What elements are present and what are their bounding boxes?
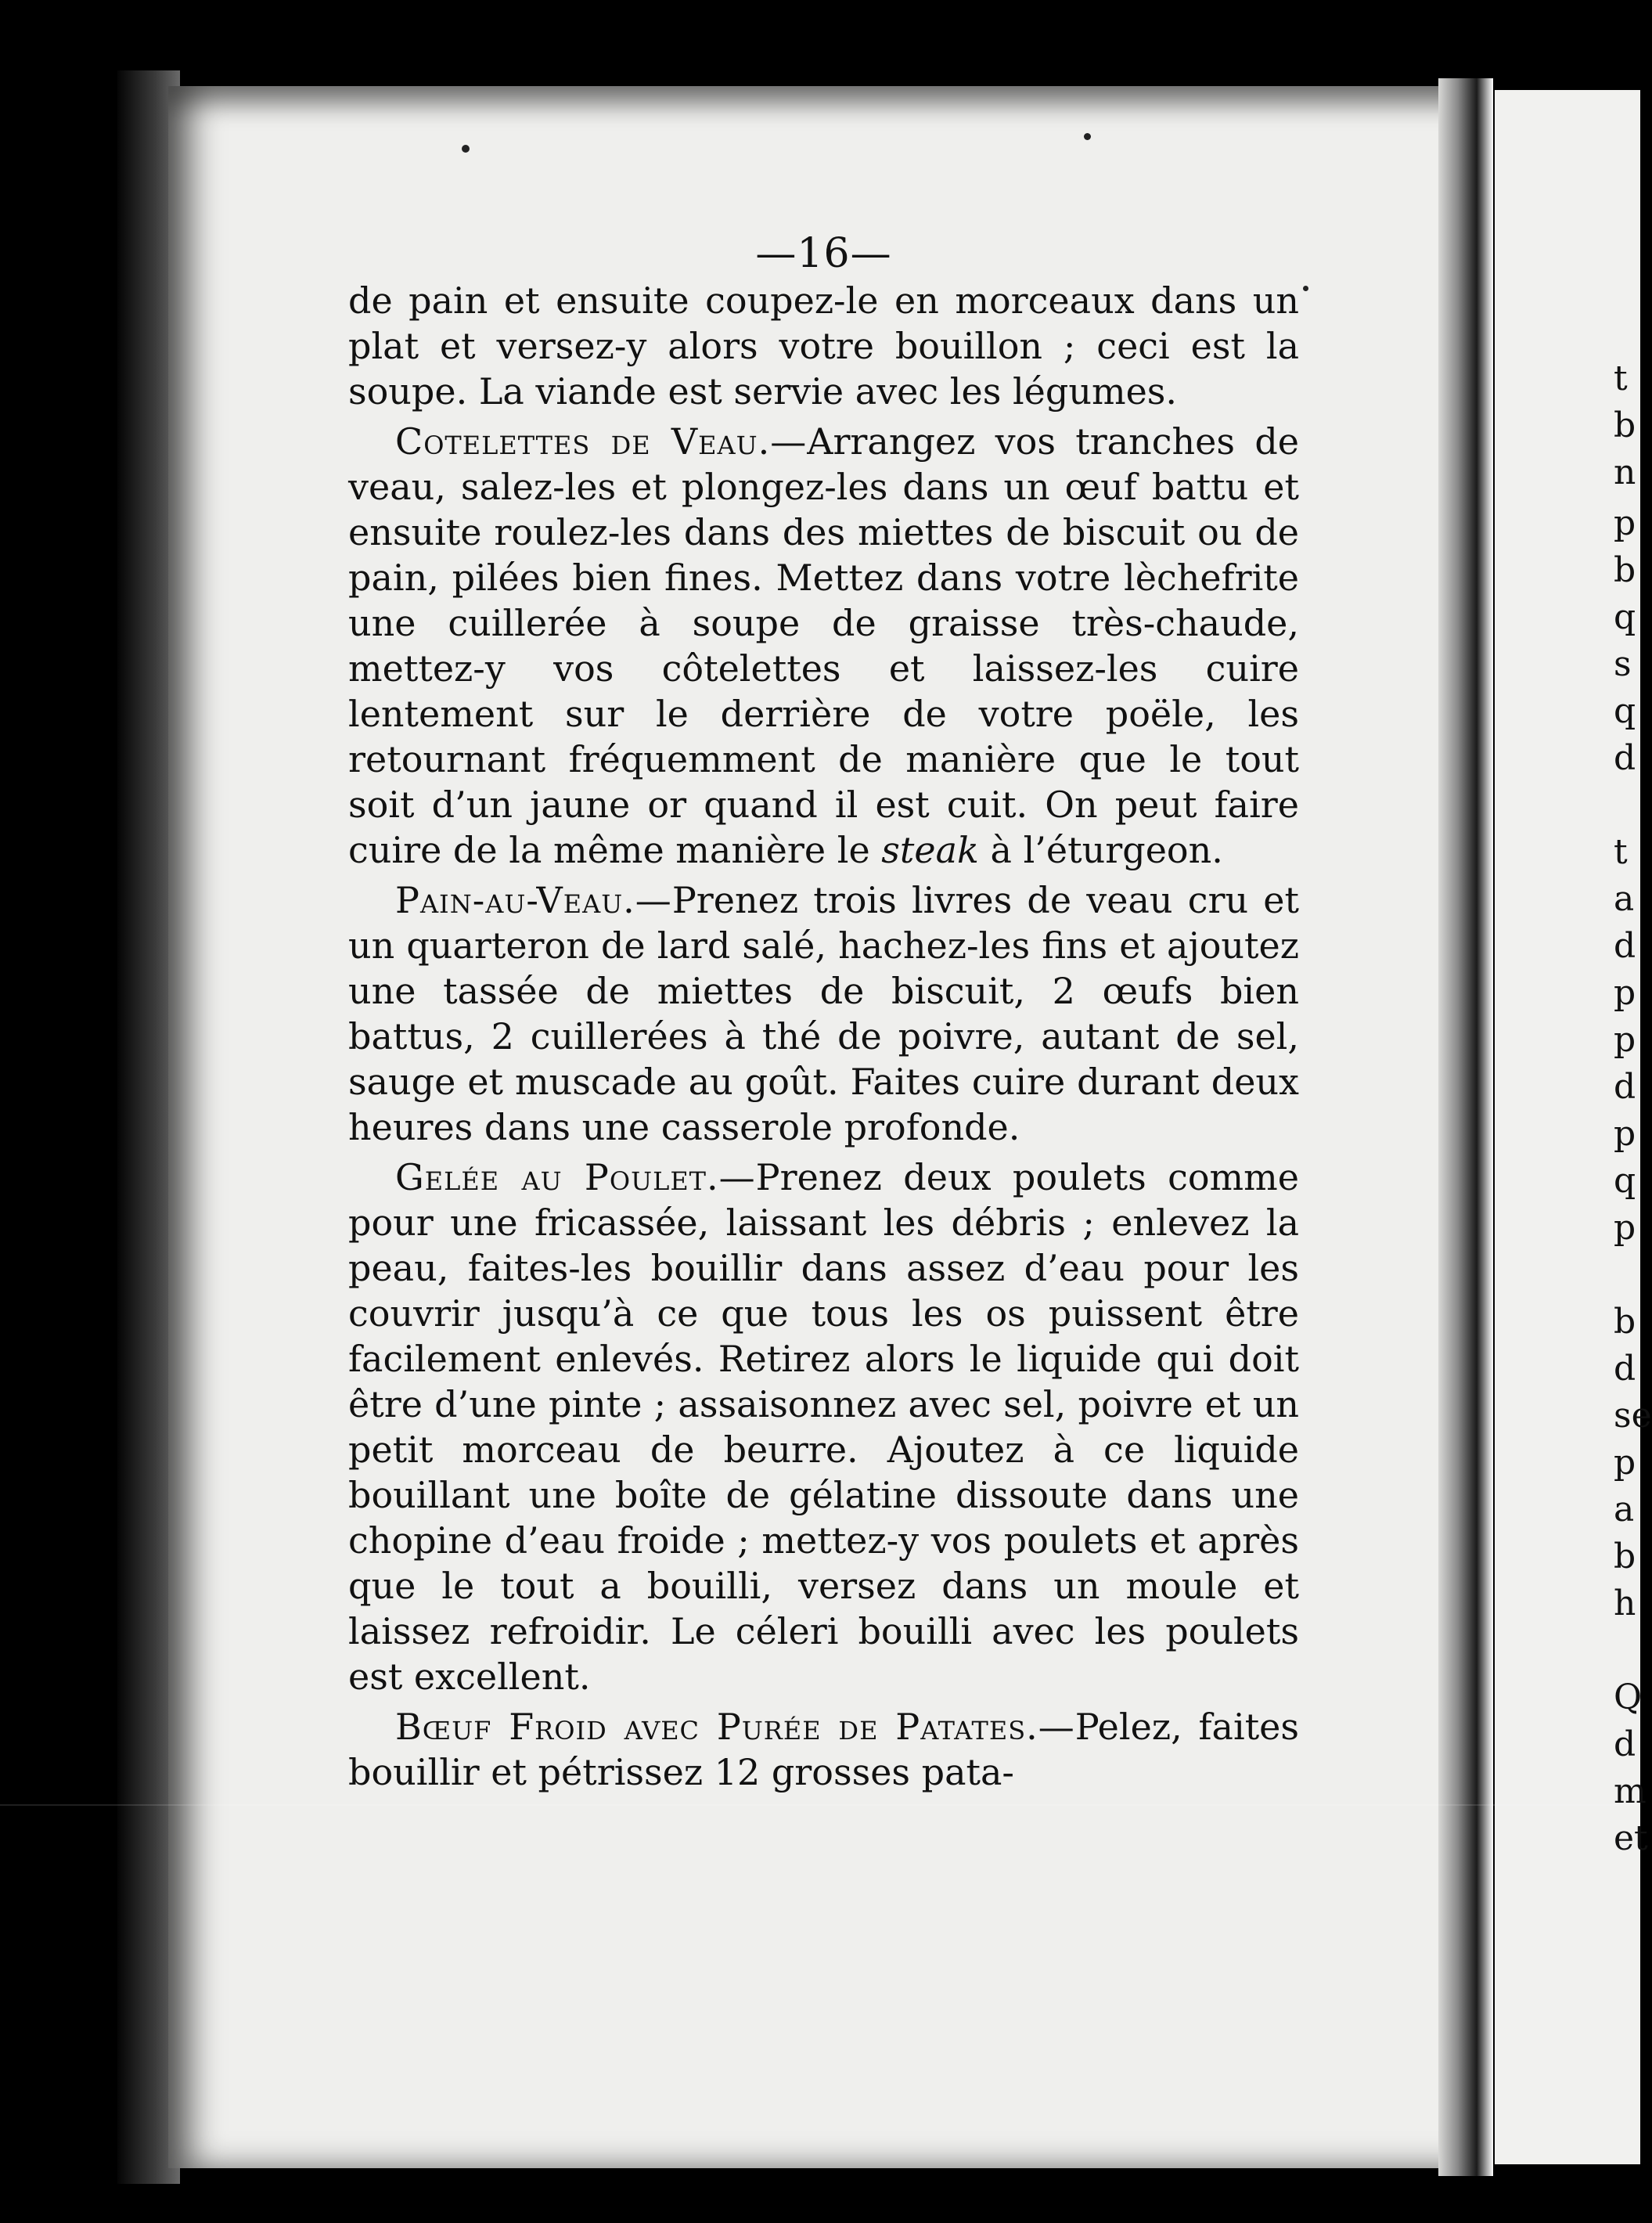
page-number: —16— [755,230,892,277]
recipe-heading: Pain-au-Veau.— [395,879,672,921]
recipe-heading: Gelée au Poulet.— [395,1156,756,1198]
right-page-fragment: p [1614,973,1636,1013]
paragraph-gelee-au-poulet [348,1155,1299,1699]
right-page-fragment: q [1614,597,1636,637]
right-page-fragment: p [1614,503,1636,543]
print-speck [462,145,470,153]
right-page-fragment: se [1614,1396,1652,1436]
right-page-fragment: d [1614,1724,1636,1764]
right-page-fragment: d [1614,926,1636,966]
paragraph-boeuf-froid [348,1704,1299,1795]
paragraph-text: Prenez deux poulets comme pour une fricassée, laissant les débris ; enlevez la peau, faites-les bouillir dans assez d’eau pour les couvrir jusqu’à ce que tous les os puissent être facilement enlevés. Retirez alors le liquide qui doit être d’une pinte ; assaisonnez avec sel, poivre et un petit morceau de beurre. Ajoutez à ce liquide bouillant une boîte de gélatine dissoute dans une chopine d’eau froide ; mettez-y vos poulets et après que le tout a bouilli, versez dans un moule et laissez refroidir. Le céleri bouilli avec les poulets est excellent. [348,1156,1299,1698]
right-page-fragment: b [1614,405,1636,445]
paragraph-cotelettes-de-veau [348,419,1299,873]
right-page-fragment: n [1614,452,1636,492]
italic-word: steak [881,829,979,871]
paragraph-text: Arrangez vos tranches de veau, salez-les et plongez-les dans un œuf battu et ensuite roulez-les dans des miettes de biscuit ou de pain, pilées bien fines. Mettez dans votre lèchefrite une cuillerée à soupe de graisse très-chaude, mettez-y vos côtelettes et laissez-les cuire lentement sur le derrière de votre poële, les retournant fréquemment de manière que le tout soit d’un jaune or quand il est cuit. On peut faire cuire de la même manière le [348,420,1299,871]
paragraph-text: Pelez, faites bouillir et pétrissez 12 grosses pata- [348,1706,1300,1793]
book-gutter [1438,78,1493,2176]
right-page-fragment: s [1614,644,1632,684]
right-page-fragment: p [1614,1020,1636,1060]
right-page-fragment: p [1614,1114,1636,1154]
right-page-fragment: a [1614,1490,1635,1529]
right-page-fragment: b [1614,1537,1636,1576]
right-page-fragment: a [1614,879,1635,919]
print-speck [1303,286,1308,291]
right-page-fragment: b [1614,1302,1636,1342]
right-page-fragment: p [1614,1208,1636,1248]
right-page-fragment: d [1614,1067,1636,1107]
recipe-heading: Bœuf Froid avec Purée de Patates.— [395,1706,1075,1748]
right-page-fragment: q [1614,691,1636,731]
right-page-fragment: t [1614,832,1628,872]
right-page-fragment: q [1614,1161,1636,1201]
recipe-heading: Cotelettes de Veau.— [395,420,808,463]
paragraph-soup-continuation [348,278,1299,414]
right-page-fragment: t [1614,358,1628,398]
right-page-fragment: m [1614,1771,1647,1811]
paragraph-text: Prenez trois livres de veau cru et un quarteron de lard salé, hachez-les fins et ajoutez une tassée de miettes de biscuit, 2 œufs bien battus, 2 cuillerées à thé de poivre, autant de sel, sauge et muscade au goût. Faites cuire durant deux heures dans une casserole profonde. [348,879,1299,1148]
paragraph-pain-au-veau [348,877,1299,1150]
print-speck [1084,133,1091,140]
right-page-fragment: Q [1614,1677,1643,1717]
right-page-fragment: p [1614,1443,1636,1483]
page-text [348,231,1299,1795]
right-page-fragment: et [1614,1818,1648,1858]
right-page-fragment: h [1614,1583,1636,1623]
right-page-fragment: b [1614,550,1636,590]
scan-artifact-line [0,1804,1640,1806]
paragraph-text: de pain et ensuite coupez-le en morceaux dans un plat et versez-y alors votre bouillon ; ceci est la soupe. La viande est servie avec les légumes. [348,279,1299,413]
right-page-fragment: d [1614,1349,1636,1389]
paragraph-text-end: à l’éturgeon. [978,829,1223,871]
right-page-fragment: d [1614,738,1636,778]
